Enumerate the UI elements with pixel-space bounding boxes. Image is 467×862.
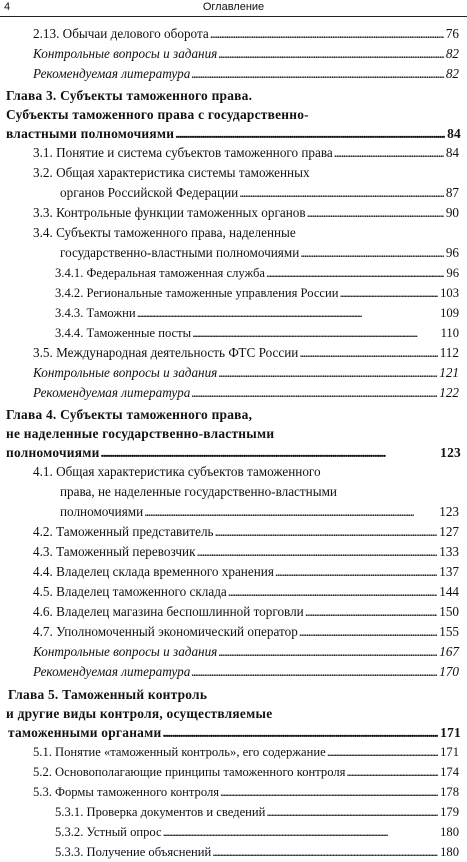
toc-entry-3-4-3[interactable]: 3.4.3. Таможни . . . 109 (0, 303, 467, 323)
toc-entry-5-3-3[interactable]: 5.3.3. Получение объяснений . . . 180 (0, 842, 467, 862)
toc-entry-literature-3[interactable]: Рекомендуемая литература . . . 122 (0, 383, 467, 403)
toc-entry-questions-3[interactable]: Контрольные вопросы и задания . . . 121 (0, 363, 467, 383)
toc-entry-3-4-2[interactable]: 3.4.2. Региональные таможенные управления России . . . 103 (0, 283, 467, 303)
toc-entry-questions-2[interactable]: Контрольные вопросы и задания . . . 82 (0, 44, 467, 64)
header-title: Оглавление (202, 1, 265, 13)
toc-chapter-4[interactable]: Глава 4. Субъекты таможенного права, не наделенные государственно-властными полномочиями . . . 123 (0, 405, 467, 462)
table-of-contents (0, 24, 467, 862)
toc-entry-3-3[interactable]: 3.3. Контрольные функции таможенных органов . . . 90 (0, 203, 467, 223)
toc-entry-4-3[interactable]: 4.3. Таможенный перевозчик . . . 133 (0, 542, 467, 562)
toc-entry-5-1[interactable]: 5.1. Понятие «таможенный контроль», его содержание . . . 171 (0, 742, 467, 762)
running-header (0, 0, 467, 17)
toc-entry-4-1[interactable]: 4.1. Общая характеристика субъектов таможенного права, не наделенные государственно-властными полномочиями . . . 123 (0, 462, 467, 522)
toc-entry-questions-4[interactable]: Контрольные вопросы и задания . . . 167 (0, 642, 467, 662)
toc-entry-4-6[interactable]: 4.6. Владелец магазина беспошлинной торговли . . . 150 (0, 602, 467, 622)
header-page-number: 4 (4, 1, 11, 13)
toc-chapter-3[interactable]: Глава 3. Субъекты таможенного права. Субъекты таможенного права с государственно- властными полномочиями . . . 84 (0, 86, 467, 143)
toc-entry-5-3-1[interactable]: 5.3.1. Проверка документов и сведений . . . 179 (0, 802, 467, 822)
toc-entry-3-4[interactable]: 3.4. Субъекты таможенного права, наделенные государственно-властными полномочиями . . . 96 (0, 223, 467, 263)
toc-chapter-5[interactable]: Глава 5. Таможенный контроль и другие виды контроля, осуществляемые таможенными органами . . . 171 (0, 685, 467, 742)
toc-entry-5-3[interactable]: 5.3. Формы таможенного контроля . . . 178 (0, 782, 467, 802)
toc-entry-5-2[interactable]: 5.2. Основополагающие принципы таможенного контроля . . . 174 (0, 762, 467, 782)
toc-entry-3-5[interactable]: 3.5. Международная деятельность ФТС России . . . 112 (0, 343, 467, 363)
toc-entry-2-13[interactable]: 2.13. Обычаи делового оборота . . . 76 (0, 24, 467, 44)
toc-entry-3-4-4[interactable]: 3.4.4. Таможенные посты . . . 110 (0, 323, 467, 343)
toc-entry-4-2[interactable]: 4.2. Таможенный представитель . . . 127 (0, 522, 467, 542)
toc-entry-4-5[interactable]: 4.5. Владелец таможенного склада . . . 144 (0, 582, 467, 602)
toc-entry-5-3-2[interactable]: 5.3.2. Устный опрос . . . 180 (0, 822, 467, 842)
toc-entry-3-1[interactable]: 3.1. Понятие и система субъектов таможенного права . . . 84 (0, 143, 467, 163)
toc-entry-4-4[interactable]: 4.4. Владелец склада временного хранения . . . 137 (0, 562, 467, 582)
toc-entry-literature-2[interactable]: Рекомендуемая литература . . . 82 (0, 64, 467, 84)
toc-entry-literature-4[interactable]: Рекомендуемая литература . . . 170 (0, 662, 467, 682)
toc-entry-3-2[interactable]: 3.2. Общая характеристика системы таможенных органов Российской Федерации . . . 87 (0, 163, 467, 203)
toc-entry-3-4-1[interactable]: 3.4.1. Федеральная таможенная служба . . . 96 (0, 263, 467, 283)
toc-entry-4-7[interactable]: 4.7. Уполномоченный экономический оператор . . . 155 (0, 622, 467, 642)
